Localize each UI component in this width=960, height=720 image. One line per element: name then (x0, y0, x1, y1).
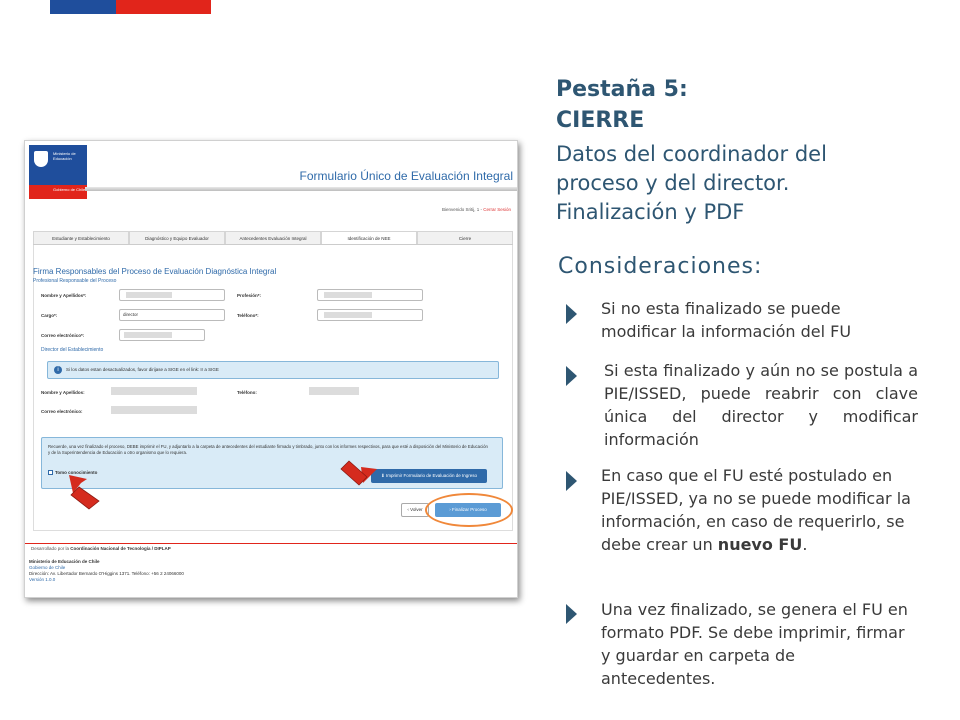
acknowledge-checkbox-row[interactable]: Tomo conocimiento (48, 470, 97, 475)
tab-antecedentes[interactable]: Antecedentes Evaluación Integral (225, 231, 321, 244)
finish-process-button[interactable]: › Finalizar Proceso (435, 503, 501, 517)
flag-red-bar (116, 0, 211, 14)
logout-link[interactable]: Cerrar Sesión (483, 207, 511, 212)
considerations-heading: Consideraciones: (558, 254, 763, 279)
red-arrow-icon (341, 461, 377, 485)
section-title: Firma Responsables del Proceso de Evaluación Diagnóstica Integral (33, 267, 277, 276)
footer-divider (25, 543, 517, 544)
director-phone-label: Teléfono: (237, 390, 257, 395)
bullet-1: Si no esta finalizado se puede modificar la información del FU (601, 299, 852, 341)
red-arrow-icon (69, 475, 99, 509)
bullet-2: Si esta finalizado y aún no se postula a PIE/ISSED, puede reabrir con clave única del director y modificar información (604, 361, 918, 449)
section-subtitle: Profesional Responsable del Proceso (33, 278, 117, 284)
tab-nee[interactable]: Identificación de NEE (321, 231, 417, 244)
profession-label: Profesión*: (237, 293, 262, 298)
back-button[interactable]: ‹ Volver (401, 503, 429, 517)
email-label: Correo electrónico*: (41, 333, 85, 338)
slide-title: Pestaña 5: (556, 77, 688, 102)
bullet-4: Una vez finalizado, se genera el FU en formato PDF. Se debe imprimir, firmar y guardar en carpeta de antecedentes. (601, 600, 908, 688)
director-email-label: Correo electrónico: (41, 409, 83, 414)
role-field[interactable]: director (119, 309, 225, 321)
logo-subtext: Gobierno de Chile (53, 187, 86, 192)
sige-info-text[interactable]: Si los datos estan desactualizados, favor dirijase a SIGE en el link: Ir a SIGE (66, 367, 219, 372)
bullet-arrow-icon (566, 366, 577, 386)
flag-blue-bar (50, 0, 116, 14)
bullet-arrow-icon (566, 604, 577, 624)
director-name-label: Nombre y Apellidos: (41, 390, 85, 395)
logo-text: Ministerio de Educación (53, 151, 76, 161)
bullet-3: En caso que el FU esté postulado en PIE/ISSED, ya no se puede modificar la información, en caso de requerirlo, se debe crear un nuevo FU. (601, 466, 911, 554)
director-section-title: Director del Establecimiento (41, 347, 104, 353)
tab-cierre[interactable]: Cierre (417, 231, 513, 244)
welcome-text: Bienvenido Sritij, 1 - Cerrar Sesión (441, 207, 511, 212)
role-label: Cargo*: (41, 313, 58, 318)
info-icon: i (54, 366, 62, 374)
phone-label: Teléfono*: (237, 313, 259, 318)
form-title: Formulario Único de Evaluación Integral (299, 169, 513, 183)
print-form-button[interactable]: ⬇ Imprimir Formulario de Evaluación de Ingreso (371, 469, 487, 483)
footer: Ministerio de Educación de Chile Gobierno de Chile Dirección: Av. Libertador Bernardo O'Higgins 1371. Teléfono: +56 2 24066000 Versión 1.0.0 (29, 559, 184, 582)
name-label: Nombre y Apellidos*: (41, 293, 87, 298)
annotation-arrows (25, 141, 518, 598)
developed-by: Desarrollado por la Coordinación Nacional de Tecnología / DIPLAP (31, 546, 171, 551)
slide-subtitle: Datos del coordinador del proceso y del director. Finalización y PDF (556, 142, 827, 224)
bullet-arrow-icon (566, 471, 577, 491)
tab-diagnostico[interactable]: Diagnóstico y Equipo Evaluador (129, 231, 225, 244)
reminder-text: Recuerde, una vez finalizado el proceso, DEBE imprimir el FU, y adjuntarlo a la carpeta de antecedentes del estudiante firmado y timbrado, junto con los informes respectivos, para que esté a disposición del Ministerio de Educación y de la Superintendencia de Educación u otro organismo que lo requiera. (48, 444, 488, 455)
bullet-arrow-icon (566, 304, 577, 324)
form-screenshot (24, 140, 518, 598)
slide-title-cierre: CIERRE (556, 108, 645, 133)
tab-estudiante[interactable]: Estudiante y Establecimiento (33, 231, 129, 244)
